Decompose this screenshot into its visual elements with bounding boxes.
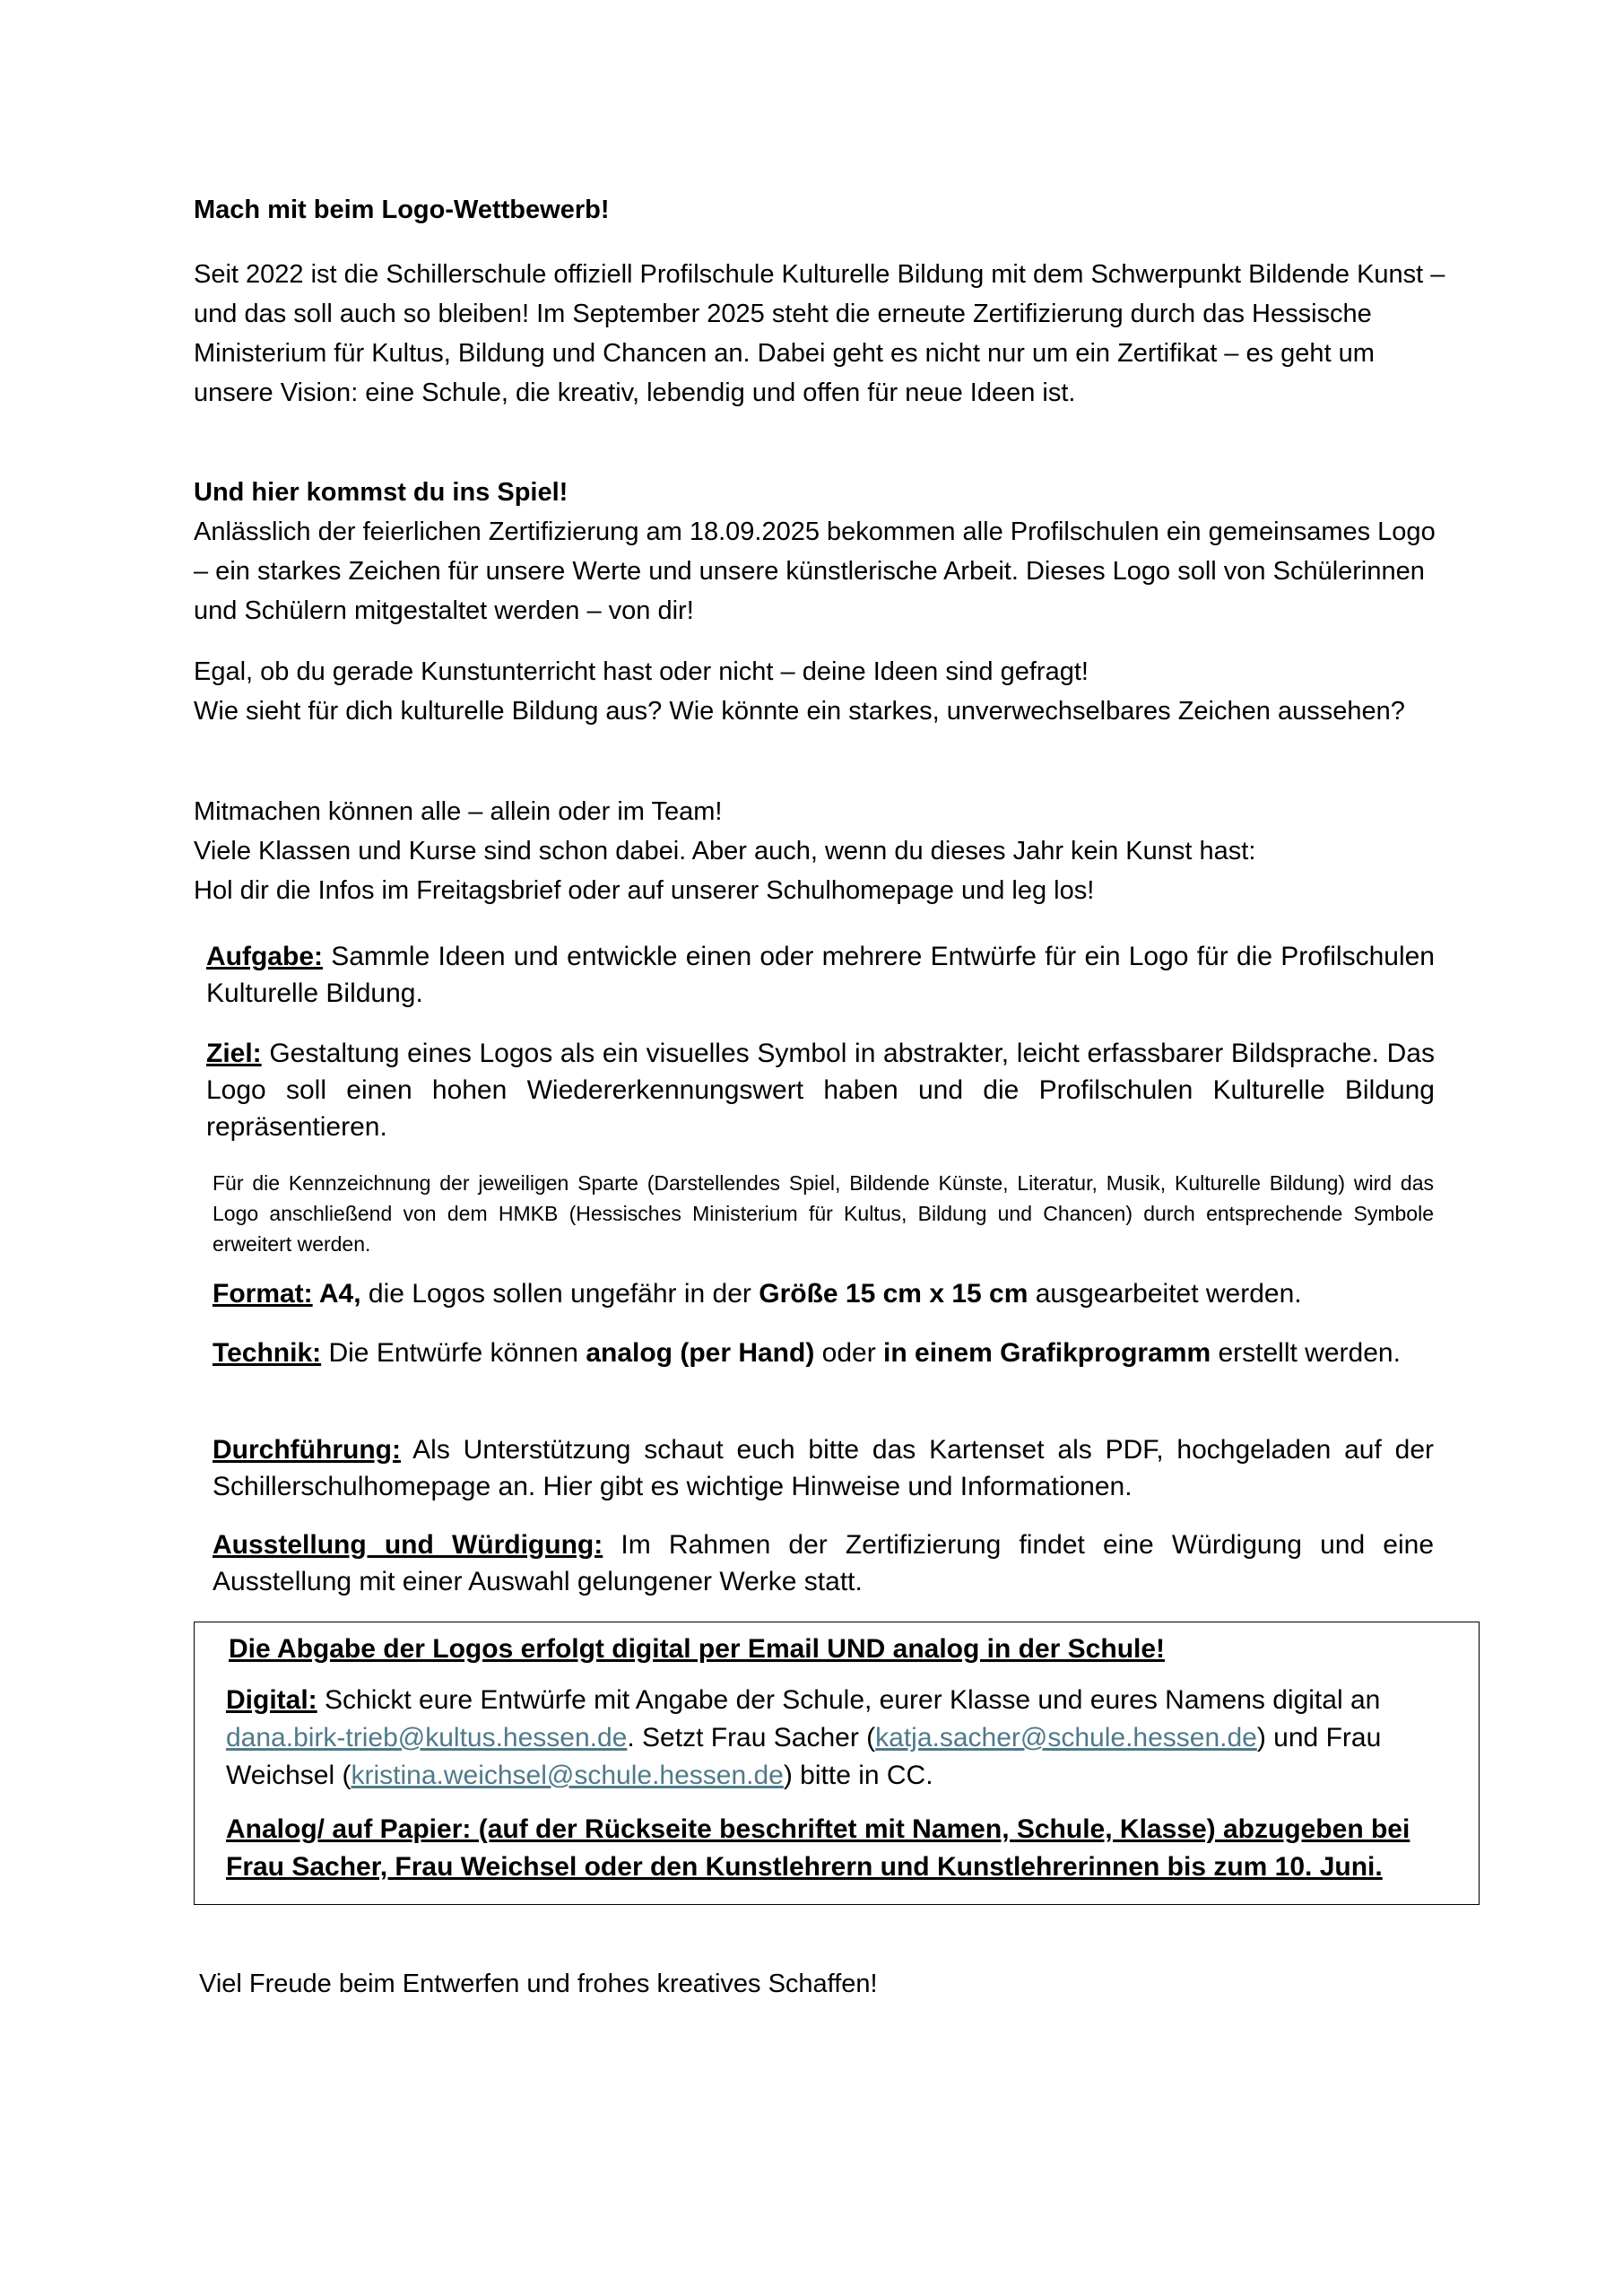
closing-line: Viel Freude beim Entwerfen und frohes kreatives Schaffen!: [199, 1970, 878, 1998]
technik-label: Technik:: [213, 1338, 322, 1368]
mitmachen-section: [194, 792, 1449, 910]
spiel-paragraph: Anlässlich der feierlichen Zertifizierung am 18.09.2025 bekommen alle Profilschulen ein gemeinsames Logo – ein starkes Zeichen für unsere Werte und unsere künstlerische Arbeit. Dieses Logo soll von Schülerinnen und Schülern mitgestaltet werden – von dir!: [194, 517, 1436, 625]
aufgabe-label: Aufgabe:: [206, 942, 323, 971]
mitmachen-line-2: Viele Klassen und Kurse sind schon dabei. Aber auch, wenn du dieses Jahr kein Kunst hast:: [194, 837, 1256, 865]
durchfuehrung-item: [213, 1431, 1434, 1505]
ausstellung-item: [213, 1526, 1434, 1600]
format-text-2: ausgearbeitet werden.: [1028, 1279, 1302, 1309]
aufgabe-text: Sammle Ideen und entwickle einen oder mehrere Entwürfe für ein Logo für die Profilschulen Kulturelle Bildung.: [206, 942, 1435, 1008]
format-text-1: die Logos sollen ungefähr in der: [360, 1279, 759, 1309]
digital-text-2: . Setzt Frau Sacher (: [627, 1723, 876, 1752]
ziel-label: Ziel:: [206, 1039, 262, 1068]
email-link-dana[interactable]: dana.birk-trieb@kultus.hessen.de: [226, 1723, 628, 1752]
document-title: Mach mit beim Logo-Wettbewerb!: [194, 196, 610, 224]
spiel-heading: Und hier kommst du ins Spiel!: [194, 478, 568, 507]
email-link-kristina[interactable]: kristina.weichsel@schule.hessen.de: [351, 1761, 784, 1790]
technik-text-2: oder: [814, 1338, 884, 1368]
spiel-section: [194, 473, 1449, 631]
egal-line-1: Egal, ob du gerade Kunstunterricht hast oder nicht – deine Ideen sind gefragt!: [194, 657, 1089, 686]
technik-text-1: Die Entwürfe können: [321, 1338, 586, 1368]
intro-paragraph: Seit 2022 ist die Schillerschule offiziell Profilschule Kulturelle Bildung mit dem Schwerpunkt Bildende Kunst – und das soll auch so bleiben! Im September 2025 steht die erneute Zertifizierung durch das Hessische Ministerium für Kultus, Bildung und Chancen an. Dabei geht es nicht nur um ein Zertifikat – es geht um unsere Vision: eine Schule, die kreativ, lebendig und offen für neue Ideen ist.: [194, 260, 1445, 407]
digital-paragraph: [226, 1682, 1472, 1795]
technik-digital: in einem Grafikprogramm: [883, 1338, 1211, 1368]
durchfuehrung-label: Durchführung:: [213, 1435, 401, 1465]
aufgabe-item: [206, 938, 1435, 1012]
mitmachen-line-1: Mitmachen können alle – allein oder im Team!: [194, 797, 723, 826]
abgabe-box: [194, 1622, 1480, 1905]
digital-text-1: Schickt eure Entwürfe mit Angabe der Schule, eurer Klasse und eures Namens digital an: [317, 1685, 1381, 1715]
digital-text-3: ) und Frau Weichsel (: [226, 1723, 1382, 1790]
digital-text-4: ) bitte in CC.: [783, 1761, 933, 1790]
format-size: Größe 15 cm x 15 cm: [759, 1279, 1028, 1309]
format-label: Format:: [213, 1279, 313, 1309]
kennzeichnung-note: Für die Kennzeichnung der jeweiligen Sparte (Darstellendes Spiel, Bildende Künste, Literatur, Musik, Kulturelle Bildung) wird das Logo anschließend von dem HMKB (Hessisches Ministerium für Kultus, Bildung und Chancen) durch entsprechende Symbole erweitert werden.: [213, 1171, 1434, 1256]
technik-analog: analog (per Hand): [586, 1338, 815, 1368]
mitmachen-line-3: Hol dir die Infos im Freitagsbrief oder auf unserer Schulhomepage und leg los!: [194, 876, 1095, 905]
technik-item: [213, 1335, 1434, 1371]
ziel-item: [206, 1035, 1435, 1145]
durchfuehrung-text: Als Unterstützung schaut euch bitte das Kartenset als PDF, hochgeladen auf der Schillerschulhomepage an. Hier gibt es wichtige Hinweise und Informationen.: [213, 1435, 1434, 1501]
format-item: [213, 1275, 1434, 1312]
ziel-text: Gestaltung eines Logos als ein visuelles Symbol in abstrakter, leicht erfassbarer Bildsprache. Das Logo soll einen hohen Wiedererkennungswert haben und die Profilschulen Kulturelle Bildung repräsentieren.: [206, 1039, 1435, 1142]
ausstellung-label: Ausstellung und Würdigung:: [213, 1530, 603, 1560]
format-value: A4,: [312, 1279, 361, 1309]
analog-paragraph: Analog/ auf Papier: (auf der Rückseite beschriftet mit Namen, Schule, Klasse) abzugeben bei Frau Sacher, Frau Weichsel oder den Kunstlehrern und Kunstlehrerinnen bis zum 10. Juni.: [226, 1814, 1410, 1882]
technik-text-3: erstellt werden.: [1211, 1338, 1401, 1368]
digital-label: Digital:: [226, 1685, 317, 1715]
abgabe-heading: Die Abgabe der Logos erfolgt digital per Email UND analog in der Schule!: [229, 1634, 1166, 1664]
egal-line-2: Wie sieht für dich kulturelle Bildung aus? Wie könnte ein starkes, unverwechselbares Zeichen aussehen?: [194, 697, 1405, 726]
email-link-katja[interactable]: katja.sacher@schule.hessen.de: [875, 1723, 1257, 1752]
egal-section: [194, 652, 1449, 731]
ausstellung-text: Im Rahmen der Zertifizierung findet eine Würdigung und eine Ausstellung mit einer Auswahl gelungener Werke statt.: [213, 1530, 1435, 1596]
